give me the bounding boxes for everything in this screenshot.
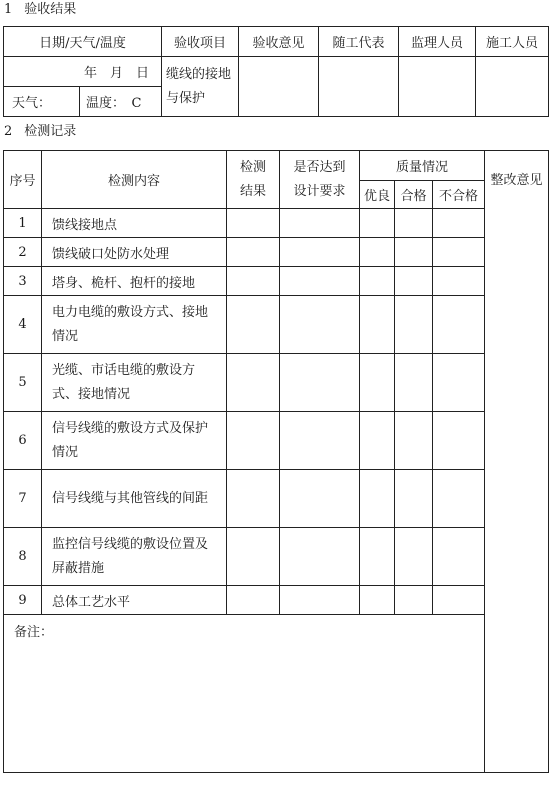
- header-result-line2: 结果: [239, 183, 266, 199]
- row-no: 9: [4, 586, 42, 615]
- weather-field[interactable]: 天气：: [4, 87, 80, 117]
- row-compliance-cell[interactable]: [280, 296, 360, 354]
- row-compliance-cell[interactable]: [280, 209, 360, 238]
- row-compliance-cell[interactable]: [280, 238, 360, 267]
- header-qualified: 合格: [395, 181, 433, 209]
- table-row: [4, 586, 549, 615]
- header-result-line1: 检测: [239, 159, 266, 175]
- row-qualified-cell[interactable]: [395, 296, 433, 354]
- row-no: 2: [4, 238, 42, 267]
- section1-title: [4, 2, 76, 18]
- row-qualified-cell[interactable]: [395, 267, 433, 296]
- row-excellent-cell[interactable]: [360, 238, 395, 267]
- header-constructor: 施工人员: [476, 27, 549, 57]
- row-content: 总体工艺水平: [42, 586, 227, 615]
- section2-title: [4, 124, 76, 140]
- row-unqualified-cell[interactable]: [433, 528, 485, 586]
- row-compliance-cell[interactable]: [280, 412, 360, 470]
- row-excellent-cell[interactable]: [360, 209, 395, 238]
- table-row: [4, 470, 549, 528]
- row-qualified-cell[interactable]: [395, 586, 433, 615]
- constructor-cell[interactable]: [476, 57, 549, 117]
- row-unqualified-cell[interactable]: [433, 267, 485, 296]
- row-result-cell[interactable]: [227, 209, 280, 238]
- table-row: [4, 209, 549, 238]
- header-compliance: [280, 151, 360, 209]
- row-result-cell[interactable]: [227, 470, 280, 528]
- row-qualified-cell[interactable]: [395, 412, 433, 470]
- header-rectification: 整改意见: [485, 151, 549, 773]
- notes-row: [4, 615, 549, 773]
- temperature-field[interactable]: 温度： C: [80, 87, 162, 117]
- notes-cell[interactable]: [4, 615, 549, 773]
- row-excellent-cell[interactable]: [360, 354, 395, 412]
- row-excellent-cell[interactable]: [360, 586, 395, 615]
- row-no: 1: [4, 209, 42, 238]
- site-representative-cell[interactable]: [319, 57, 399, 117]
- row-qualified-cell[interactable]: [395, 209, 433, 238]
- date-field[interactable]: 年 月 日: [4, 57, 162, 87]
- table-row: [4, 354, 549, 412]
- row-unqualified-cell[interactable]: [433, 412, 485, 470]
- section2-number: 2: [4, 124, 13, 139]
- row-excellent-cell[interactable]: [360, 528, 395, 586]
- header-date-weather-temp: 日期/天气/温度: [4, 27, 162, 57]
- header-excellent: 优良: [360, 181, 395, 209]
- row-content: 监控信号线缆的敷设位置及屏蔽措施: [42, 528, 227, 586]
- header-compliance-line1: 是否达到: [293, 159, 346, 175]
- acceptance-item-line1: 缆线的接地: [166, 66, 232, 82]
- row-compliance-cell[interactable]: [280, 354, 360, 412]
- row-result-cell[interactable]: [227, 296, 280, 354]
- row-result-cell[interactable]: [227, 238, 280, 267]
- table-row: [4, 296, 549, 354]
- header-compliance-line2: 设计要求: [293, 183, 346, 199]
- row-no: 7: [4, 470, 42, 528]
- acceptance-result-table: [3, 26, 549, 57]
- row-qualified-cell[interactable]: [395, 238, 433, 267]
- section1-number: 1: [4, 2, 13, 17]
- row-unqualified-cell[interactable]: [433, 354, 485, 412]
- table-row: [4, 412, 549, 470]
- row-unqualified-cell[interactable]: [433, 296, 485, 354]
- acceptance-date-row: [4, 57, 549, 87]
- row-result-cell[interactable]: [227, 412, 280, 470]
- row-content: 塔身、桅杆、抱杆的接地: [42, 267, 227, 296]
- acceptance-result-body: [3, 56, 549, 117]
- table-row: [4, 528, 549, 586]
- acceptance-item-cell: [162, 57, 239, 117]
- row-unqualified-cell[interactable]: [433, 470, 485, 528]
- row-compliance-cell[interactable]: [280, 267, 360, 296]
- row-content: 电力电缆的敷设方式、接地情况: [42, 296, 227, 354]
- section1-title-text: 验收结果: [24, 2, 77, 17]
- row-content: 信号线缆与其他管线的间距: [42, 470, 227, 528]
- row-excellent-cell[interactable]: [360, 296, 395, 354]
- notes-label: 备注：: [14, 625, 54, 640]
- row-content: 馈线接地点: [42, 209, 227, 238]
- row-content: 光缆、市话电缆的敷设方式、接地情况: [42, 354, 227, 412]
- row-qualified-cell[interactable]: [395, 470, 433, 528]
- table-row: [4, 267, 549, 296]
- row-unqualified-cell[interactable]: [433, 209, 485, 238]
- row-no: 5: [4, 354, 42, 412]
- section2-title-text: 检测记录: [24, 124, 77, 139]
- row-compliance-cell[interactable]: [280, 586, 360, 615]
- row-result-cell[interactable]: [227, 586, 280, 615]
- row-compliance-cell[interactable]: [280, 470, 360, 528]
- row-content: 馈线破口处防水处理: [42, 238, 227, 267]
- row-excellent-cell[interactable]: [360, 470, 395, 528]
- row-excellent-cell[interactable]: [360, 267, 395, 296]
- row-result-cell[interactable]: [227, 267, 280, 296]
- header-site-representative: 随工代表: [319, 27, 399, 57]
- header-seq: 序号: [4, 151, 42, 209]
- header-result: [227, 151, 280, 209]
- row-unqualified-cell[interactable]: [433, 238, 485, 267]
- header-acceptance-item: 验收项目: [162, 27, 239, 57]
- row-compliance-cell[interactable]: [280, 528, 360, 586]
- supervisor-cell[interactable]: [399, 57, 476, 117]
- row-qualified-cell[interactable]: [395, 528, 433, 586]
- row-no: 4: [4, 296, 42, 354]
- inspection-header-row-1: [4, 151, 549, 181]
- inspection-record-table: [3, 150, 549, 773]
- row-result-cell[interactable]: [227, 354, 280, 412]
- header-supervisor: 监理人员: [399, 27, 476, 57]
- row-result-cell[interactable]: [227, 528, 280, 586]
- row-no: 8: [4, 528, 42, 586]
- row-no: 6: [4, 412, 42, 470]
- acceptance-opinion-cell[interactable]: [239, 57, 319, 117]
- row-content: 信号线缆的敷设方式及保护情况: [42, 412, 227, 470]
- row-excellent-cell[interactable]: [360, 412, 395, 470]
- row-qualified-cell[interactable]: [395, 354, 433, 412]
- table-row: [4, 238, 549, 267]
- header-content: 检测内容: [42, 151, 227, 209]
- acceptance-header-row: [4, 27, 549, 57]
- row-unqualified-cell[interactable]: [433, 586, 485, 615]
- acceptance-item-line2: 与保护: [166, 90, 206, 106]
- row-no: 3: [4, 267, 42, 296]
- header-quality: 质量情况: [360, 151, 485, 181]
- header-unqualified: 不合格: [433, 181, 485, 209]
- header-acceptance-opinion: 验收意见: [239, 27, 319, 57]
